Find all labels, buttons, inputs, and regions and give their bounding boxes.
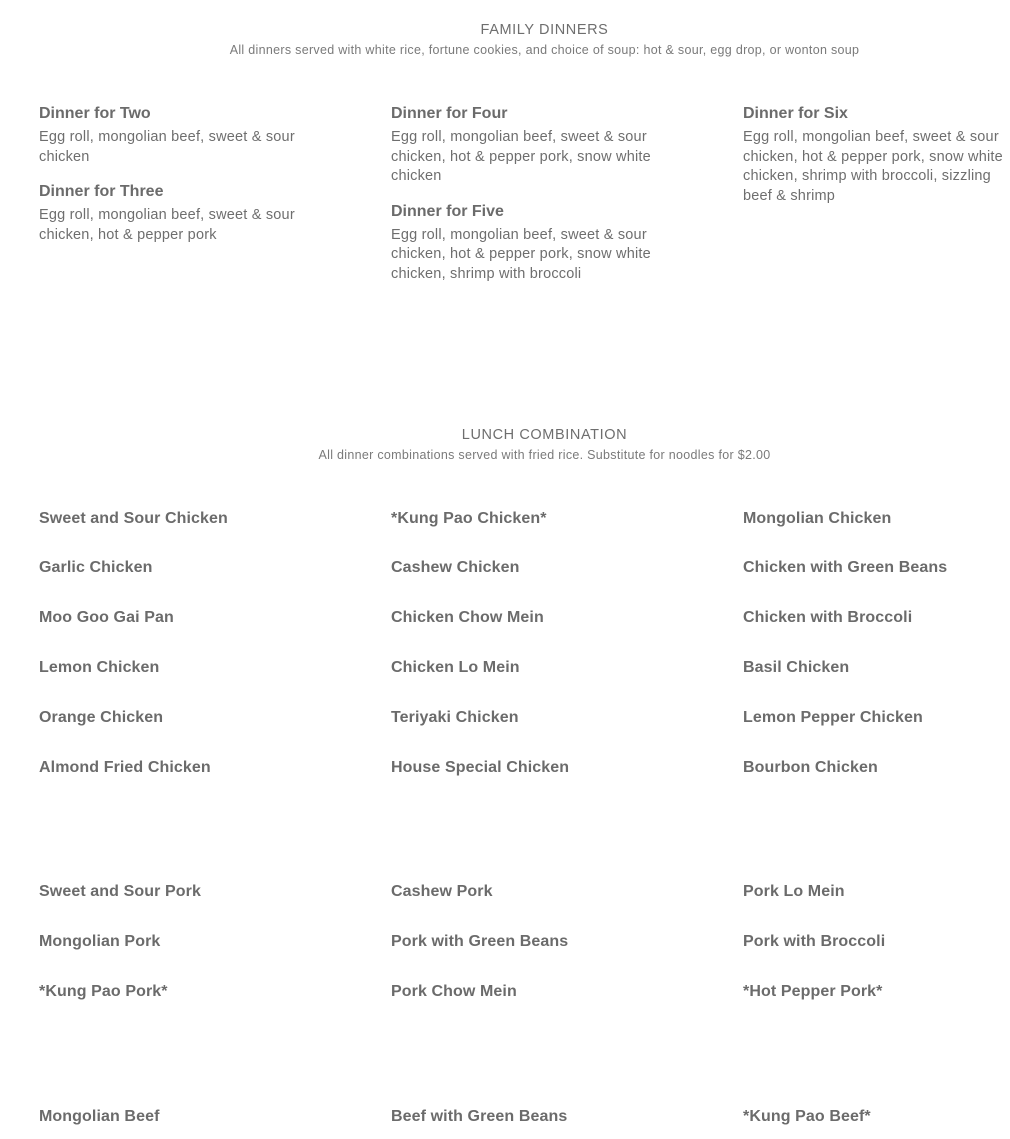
menu-item: Mongolian Pork	[39, 933, 161, 950]
menu-item: Teriyaki Chicken	[391, 709, 519, 726]
menu-item: Mongolian Beef	[39, 1108, 160, 1125]
menu-item: Chicken with Broccoli	[743, 609, 913, 626]
dinner-name: Dinner for Two	[39, 105, 151, 122]
dinner-description: Egg roll, mongolian beef, sweet & sour chicken, hot & pepper pork, snow white chicken	[391, 129, 651, 184]
menu-item: Cashew Pork	[391, 883, 493, 900]
menu-item: Sweet and Sour Pork	[39, 883, 201, 900]
menu-item: *Kung Pao Beef*	[743, 1108, 871, 1125]
menu-item: Lemon Chicken	[39, 659, 160, 676]
family-dinners-column-1	[39, 104, 299, 260]
menu-item: Pork Lo Mein	[743, 883, 845, 900]
dinner-for-four	[391, 104, 651, 187]
dinner-for-five	[391, 202, 651, 285]
dinner-for-three	[39, 182, 299, 245]
menu-item: *Kung Pao Pork*	[39, 983, 168, 1000]
dinner-name: Dinner for Five	[391, 202, 504, 220]
menu-item: Sweet and Sour Chicken	[39, 510, 228, 527]
dinner-description: Egg roll, mongolian beef, sweet & sour chicken, hot & pepper pork, snow white chicken, shrimp with broccoli, sizzling beef & shrimp	[743, 129, 1003, 204]
menu-item: Pork with Broccoli	[743, 933, 886, 950]
family-dinners-column-3	[743, 104, 1003, 221]
dinner-name: Dinner for Six	[743, 105, 848, 122]
dinner-name: Dinner for Four	[391, 105, 508, 122]
menu-item: Mongolian Chicken	[743, 510, 892, 527]
menu-item: Chicken Chow Mein	[391, 609, 544, 626]
dinner-description: Egg roll, mongolian beef, sweet & sour chicken, hot & pepper pork, snow white chicken, shrimp with broccoli	[391, 226, 651, 282]
family-dinners-title: FAMILY DINNERS	[480, 22, 609, 38]
menu-item: *Hot Pepper Pork*	[743, 983, 883, 1000]
menu-item: *Kung Pao Chicken*	[391, 510, 547, 527]
dinner-for-six	[743, 104, 1003, 206]
lunch-combination-subtitle: All dinner combinations served with fried rice. Substitute for noodles for $2.00	[318, 448, 771, 462]
menu-item: Pork Chow Mein	[391, 983, 517, 1000]
dinner-description: Egg roll, mongolian beef, sweet & sour chicken	[39, 129, 295, 165]
menu-item: Almond Fried Chicken	[39, 759, 211, 776]
lunch-combination-title: LUNCH COMBINATION	[461, 427, 628, 443]
menu-item: Moo Goo Gai Pan	[39, 609, 174, 626]
menu-item: Basil Chicken	[743, 659, 850, 676]
family-dinners-column-2	[391, 104, 651, 299]
menu-item: Beef with Green Beans	[391, 1108, 568, 1125]
menu-item: Chicken with Green Beans	[743, 559, 948, 576]
menu-item: Lemon Pepper Chicken	[743, 709, 923, 726]
menu-item: Chicken Lo Mein	[391, 659, 520, 676]
menu-item: Orange Chicken	[39, 709, 164, 726]
dinner-for-two	[39, 104, 299, 167]
menu-item: Garlic Chicken	[39, 559, 153, 576]
menu-item: Cashew Chicken	[391, 559, 520, 576]
menu-item: House Special Chicken	[391, 759, 570, 776]
family-dinners-header	[0, 21, 1010, 58]
family-dinners-subtitle: All dinners served with white rice, fortune cookies, and choice of soup: hot & sour, egg drop, or wonton soup	[229, 43, 860, 57]
dinner-name: Dinner for Three	[39, 183, 164, 200]
lunch-combination-header	[0, 426, 1010, 463]
menu-item: Pork with Green Beans	[391, 933, 569, 950]
dinner-description: Egg roll, mongolian beef, sweet & sour chicken, hot & pepper pork	[39, 207, 295, 243]
menu-item: Bourbon Chicken	[743, 759, 878, 776]
